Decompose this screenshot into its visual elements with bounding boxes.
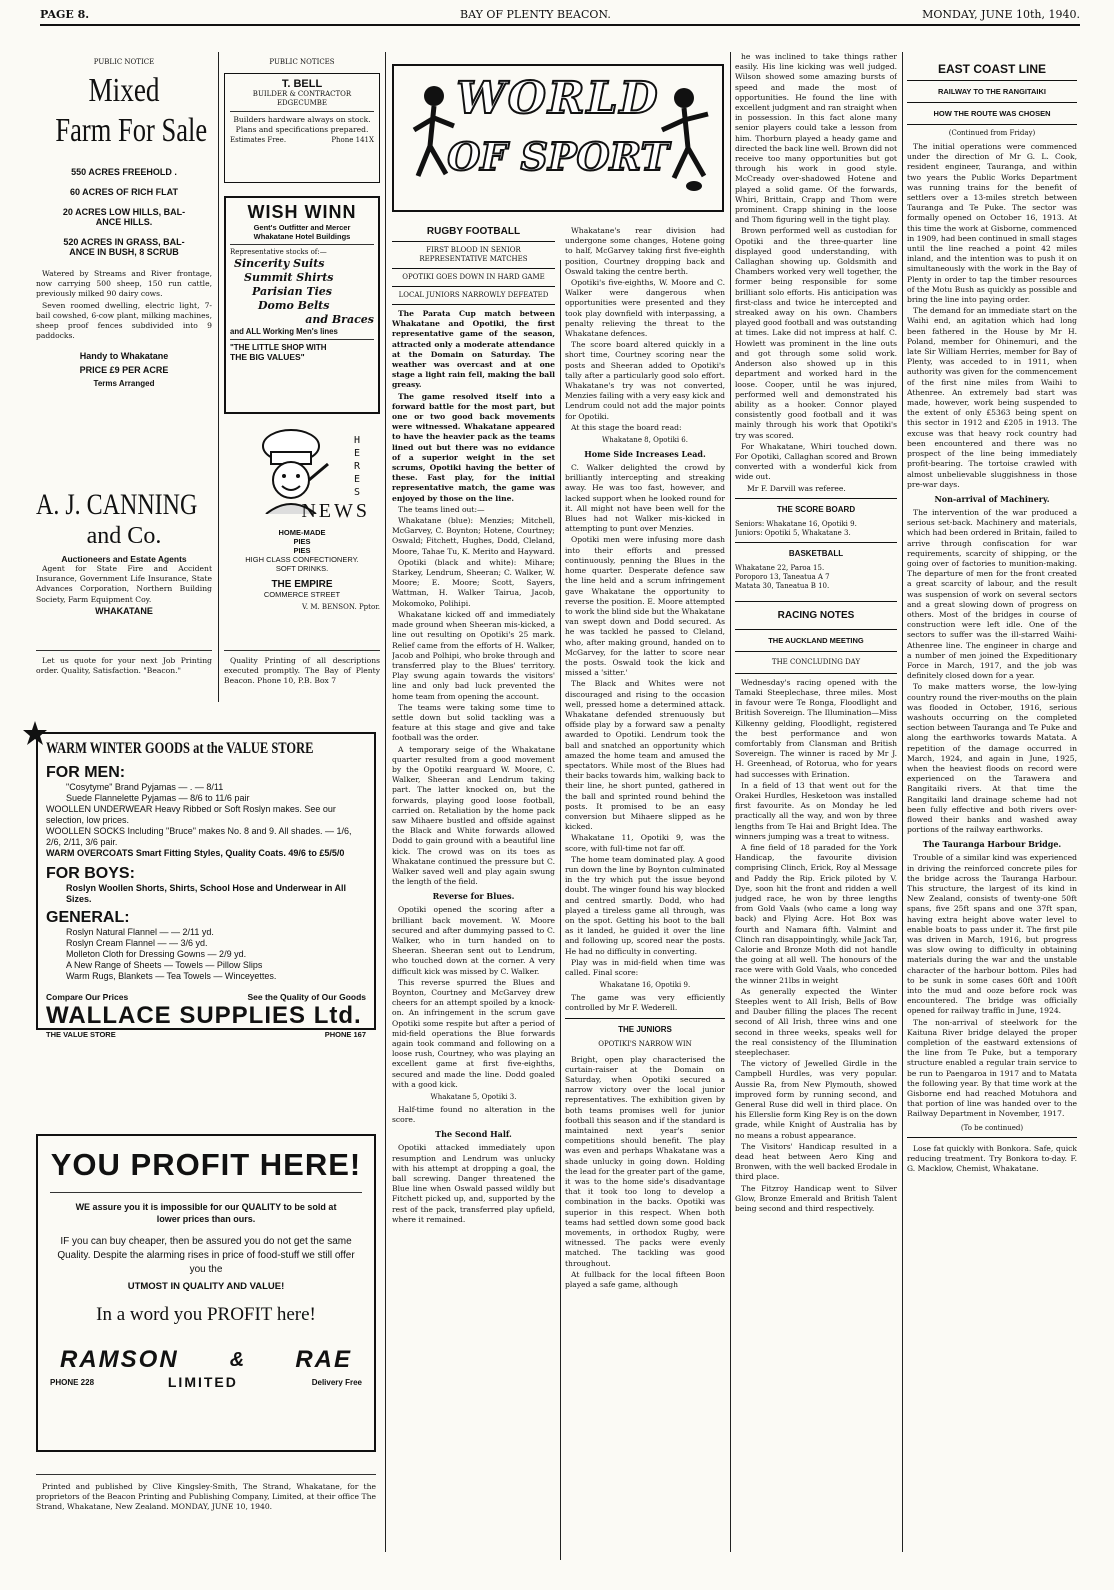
bell-phone: Phone 141X [331,136,374,145]
rugby-p8: A temporary seige of the Whakatane quarter resulted from a good movement by the Opotiki rearguard W. Moore, C. Walker, Sheeran and Lendrum taking part. The latter knocked on, but the forwards, playing good loose football, carried on. Retaliation by the home pack saw Mihaere bustled and offside against the Black and White forwards allowed Dodd to gain ground with a beautiful line kick. The crowd was on its toes as Whakatane continued the pressure but C. Walker saved well and play again swung the length of the field. [392,744,555,887]
farm-acres-3b: ANCE HILLS. [95,217,153,227]
imprint: Printed and published by Clive Kingsley-Smith, The Strand, Whakatane, for the proprietors of the Beacon Printing and Publishing Company, Limited, at their office The Strand, Whakatane, New Zealand. MONDAY, JUNE 10, 1940. [36,1482,376,1512]
basketball-3: Matata 30, Taneatua B 10. [735,581,830,590]
page-number: PAGE 8. [40,8,90,21]
winn-all: and ALL Working Men's lines [230,327,338,336]
wallace-m2: Suede Flannelette Pyjamas — 8/6 to 11/6 pair [66,793,250,803]
farm-handy: Handy to Whakatane [79,351,169,362]
winn-sub1: Gent's Outfitter and Mercer [253,223,351,232]
juniors-head: THE JUNIORS [618,1024,672,1034]
wallace-boys: FOR BOYS: [46,865,135,882]
farm-acres-4: 520 ACRES IN GRASS, BAL- [63,237,185,247]
col5-p10: The Visitors' Handicap resulted in a dead heat between Aero King and Bronwen, with the well backed Erodale in third place. [735,1141,897,1182]
winn-big: THE BIG VALUES" [230,352,305,362]
canning-ad [36,488,212,638]
col4-p8: Whakatane 11, Opotiki 9, was the score, with full-time not far off. [565,833,725,853]
col5-p4: Mr F. Darvill was referee. [747,483,846,493]
ramson-limited: LIMITED [167,1374,238,1390]
rugby-p5: Opotiki (black and white): Mihare; Starkey, Lendrum, Sheeran; C. Walker, W. Moore; E. Moore; Scott, Sayers, Wattman, H. Walker Tairua, Jacob, Mokomoko, Polihipi. [392,557,555,608]
winn-name: WISH WINN [247,202,357,222]
winn-little: "THE LITTLE SHOP WITH [230,343,327,352]
public-notices-label: PUBLIC NOTICES [269,58,335,66]
col4-score-3: Whakatane 16, Opotiki 9. [599,981,691,990]
wallace-m4: WOOLLEN SOCKS Including "Bruce" makes No. 8 and 9. All shades. — 1/6, 2/6, 2/11, 3/6 pair. [46,826,352,847]
rugby-p1: The Parata Cup match between Whakatane and Opotiki, the first representative game of the season, attracted only a moderate attendance at the Domain on Saturday. The weather was overcast and at one stage a light rain fell, making the ball greasy. [392,309,555,390]
ecl-cont: (Continued from Friday) [948,129,1036,137]
quote-ad: Let us quote for your next Job Printing order. Quality, Satisfaction. "Beacon." [36,656,212,676]
bonkora-ad: Lose fat quickly with Bonkora. Safe, quick reducing treatment. Try Bonkora to-day. F. G. Macklow, Chemist, Whakatane. [907,1143,1077,1174]
farm-acres-2: 60 ACRES OF RICH FLAT [69,187,178,197]
empire-item-1: HOME-MADE [278,528,326,537]
ramson-name2: RAE [295,1346,352,1373]
rugby-p10: This reverse spurred the Blues and Boynton, Courtney and McGarvey drew cheers for an attempt spoiled by a knock-on. An infringement in the scrum gave Opotiki some respite but after a period of mid-field operations the Blue forwards again took command and following on a loose rush, Courtney, who was playing an excellent game at first five-eighths, secured and made the line. Dodd goaled with a good kick. [392,977,555,1089]
ecl-p5: Trouble of a similar kind was experienced in driving the reinforced concrete piles for the bridge across the Tauranga Harbour. This structure, the largest of its kind in New Zealand, consists of twenty-one 50ft spans, five 25ft spans and one 37ft span, having extra height above water level to enable boats to pass under it. The first pile was driven in March, 1916, but progress was slow owing to difficulty in obtaining materials during the war and the unstable character of the harbour bottom. Piles had to be sunk in some cases 60ft and 100ft into the mud and ooze before rock was encountered. The bridge was officially opened for railway traffic in June, 1924. [907,853,1077,1016]
col4-p6: Opotiki men were infusing more dash into their efforts and pressed continuously, penning the Blues in the home quarter. Desperate defence saw the line held and a scrum infringement gave Whakatane the opportunity to reverse the position. E. Moore attempted to work the blind side but the Whakatane van swept down and Dodd secured. As he was tackled he passed to Cleland, who, after making ground, handed on to McGarvey, for the latter to score near the posts. Oswald took the kick and missed a 'sitter.' [565,535,725,678]
rugby-p2: The game resolved itself into a forward battle for the most part, but one or two good back movements were witnessed. Whakatane appeared to have the heavier pack as the teams lined out but there was no evidance of a superior weight in the set scrums, Opotiki having the better of these. Fast play, for the initial representative match, the game was enjoyed by those on the line. [392,391,555,503]
ramson-delivery: Delivery Free [311,1377,362,1387]
rugby-sub2: OPOTIKI GOES DOWN IN HARD GAME [402,273,545,281]
empire-item-2: PIES [293,537,311,546]
scoreboard-seniors: Seniors: Whakatane 16, Opotiki 9. [735,519,857,528]
ramson-ad [36,1134,376,1452]
col4-p7: The Black and Whites were not discouraged and rising to the occasion well, pressed home a determined attack. Whakatane defended strenuously but offside play by a forward saw a penalty awarded to Opotiki. Lendrum took the ball and snatched an opportunity which amazed the home team and amused the spectators. While most of the Blues had their backs towards him, walking back to their line, he short punted, gathered in the ball and sprinted round behind the posts. It promised to be an easy conversion but Mihaere slipped as he kicked. [565,679,725,832]
wallace-m1: "Cosytyme" Brand Pyjamas — . — 8/11 [66,782,224,792]
rugby-p11: Half-time found no alteration in the score. [392,1105,555,1125]
racing-head: RACING NOTES [777,609,855,621]
empire-item-5: SOFT DRINKS. [275,564,329,573]
sport-col5 [735,52,897,1582]
farm-price: PRICE £9 PER ACRE [79,365,169,376]
farm-heading-2: Farm For Sale [55,112,208,149]
col4-p2: Opotiki's five-eighths, W. Moore and C. Walker were dangerous when opportunities were presented and they took play downfield with interpassing, a penalty relieving the threat to the Whakatane defences. [565,278,725,339]
wallace-title: WARM WINTER GOODS at the VALUE STORE [46,740,314,757]
ecl-p6: The non-arrival of steelwork for the Kaituna River bridge delayed the proper completion of the eastward extensions of the line from Te Puke, but a temporary structure enabled a regular train service to be run to Paengaroa in 1917 and to Matata the following year. By that time work at the Gisborne end had reached Motuhora and that portion of line was handed over to the Railway Department in November, 1917. [907,1017,1077,1119]
bell-line1: BUILDER & CONTRACTOR [252,90,352,98]
bell-est: Estimates Free. [230,136,287,145]
empire-name: THE EMPIRE [271,579,333,590]
empire-prop: V. M. BENSON. Pptor. [302,603,380,611]
rugby-p6: Whakatane kicked off and immediately made ground when Sheeran mis-kicked, a line out resulting on Opotiki's 25 mark. Relief came from the efforts of H. Walker, Jacob and Polhipi, who broke through and transferred play to the Blues' territory. Play swung again towards the visitors' line and only bad luck prevented the home team from opening the account. [392,609,555,701]
ramson-word: In a word you PROFIT here! [96,1304,316,1325]
winn-item-2: Summit Shirts [244,271,334,284]
ecl-sub1: RAILWAY TO THE RANGITAIKI [937,87,1047,96]
public-notice-label: PUBLIC NOTICE [93,58,155,66]
ecl-sub2: HOW THE ROUTE WAS CHOSEN [933,109,1051,118]
world-of-sport-banner [392,64,724,212]
rugby-p3: The teams lined out:— [398,504,485,514]
rugby-p12: Opotiki attacked immediately upon resumption and Lendrum was unlucky with his attempt at dropping a goal, the ball screwing. Danger threatened the Blue line when Oswald passed wildly but Fitchett picked up, and, supported by the rest of the pack, transferred play upfield, where it remained. [392,1143,555,1224]
winn-rep: Representative stocks of:— [230,248,327,256]
winn-item-4: Domo Belts [258,299,330,312]
ramson-assure: WE assure you it is impossible for our QUALITY to be sold at lower prices than ours. [75,1202,337,1224]
wallace-phone: PHONE 167 [324,1030,366,1039]
empire-item-4: HIGH CLASS CONFECTIONERY. [245,555,359,564]
bell-text: Builders hardware always on stock. Plans and specifications prepared. [233,115,371,135]
col4-p5: C. Walker delighted the crowd by brilliantly intercepting and streaking away. He was too fast, however, and lacked support when he looked round for it. All might not have been well for the Blues had not Walker mis-kicked in attempting to punt over Menzies. [565,463,725,534]
wallace-ad [36,732,376,1039]
col4-p10: Play was in mid-field when time was called. Final score: [565,957,725,978]
farm-heading-1: Mixed [88,72,160,109]
col4-p1: Whakatane's rear division had undergone some changes, Hotene going to half, McGarvey taking first five-eighth position, Courtney dropping back and Oswald taking the centre berth. [565,226,725,276]
farm-acres-1: 550 ACRES FREEHOLD . [71,167,177,177]
ramson-amp: & [229,1348,245,1371]
empire-ad [224,424,380,644]
wallace-store: THE VALUE STORE [46,1030,116,1039]
page-header [40,6,1080,26]
wallace-general: GENERAL: [46,909,130,926]
wallace-compare: Compare Our Prices [46,992,129,1002]
canning-sub: Auctioneers and Estate Agents [61,554,187,564]
ramson-name1: RAMSON [60,1346,179,1373]
news-text: NEWS [301,500,370,522]
sport-word-2: OF SPORT [447,134,669,179]
winn-ad [224,196,380,414]
canning-name: A. J. CANNING [36,488,198,521]
paper-name: BAY OF PLENTY BEACON. [460,8,611,21]
heres-vertical: HERES [354,435,361,498]
ecl-p2: The demand for an immediate start on the Waihi end, an agitation which had long been fathered in the House by Mr H. Poland, member for Ohinemuri, and the late Sir William Herries, member for Bay of Plenty, was acceded to in 1911, when authority was given for the commencement of the first nine miles from Waihi to Athenree. An extremely bad start was made, however, work being suspended to the extent of only £5363 being spent on this sector in 1912 and £205 in 1913. The excuse was that heavy rock country had been encountered and there was no prospect of the line being immediately profit-bearing. The tortoise crawled with almost unbelievable sluggishness in those pre-war days. [907,306,1077,489]
col4-p9: The home team dominated play. A good run down the line by Boynton culminated in the try which put the issue beyond doubt. The winger found his way blocked and centred smartly. Dodd, who had played a tireless game all through, was on the spot. Getting his boot to the ball as it landed, he guided it over the line and following up, scored near the posts. He had no difficulty in converting. [565,854,725,956]
rugby-p9: Opotiki opened the scoring after a brilliant back movement. W. Moore secured and after dummying passed to C. Walker, who in turn handed on to Sheeran. Sheeran sent out to Lendrum, who touched down at the corner. A very difficult kick was missed by C. Walker. [392,905,555,976]
col4-p11: The game was very efficiently controlled by Mr F. Wederell. [565,993,725,1013]
bell-name: T. BELL [281,78,323,90]
issue-date: MONDAY, JUNE 10th, 1940. [922,8,1080,21]
rugby-second-half: The Second Half. [435,1129,512,1140]
winn-item-5: and Braces [305,313,374,326]
canning-town: WHAKATANE [95,605,153,616]
col5-p5: Wednesday's racing opened with the Tamaki Steeplechase, three miles. Most in favour were Te Ronga, Floodlight and British Sovereign. The Illumination—Miss Kilkenny gelding, Floodlight, registered the best performance and won comfortably from Clansman and British Sovereign. The winner is raced by Mr J. H. Greenhead, of Rotorua, who for years had successes with Erination. [735,677,897,779]
col5-p9: The victory of Jewelled Girdle in the Campbell Hurdles, was very popular. Aussie Ra, from New Plymouth, showed improved form by running second, and General Ruse did well in third place. On his Ellerslie form King Rey is on the down grade, while Knight of Australia has by no means a robust appearance. [735,1059,897,1140]
racing-sub2: THE CONCLUDING DAY [771,657,861,666]
rugby-p4: Whakatane (blue): Menzies; Mitchell, McGarvey, C. Boynton; Hotene, Courtney; Oswald; Fitchett, Hughes, Dodd, Cleland, Moore, Tahae Tu, K. Merito and Hayward. [392,516,555,556]
farm-desc-2: Seven roomed dwelling, electric light, 7-bail cowshed, 6-cow plant, milking machines, sheep proof fences subdivided into 9 paddocks. [36,300,212,341]
wallace-m5: WARM OVERCOATS Smart Fitting Styles, Quality Coats. 49/6 to £5/5/0 [46,848,345,858]
ecl-head: EAST COAST LINE [937,62,1046,76]
wallace-g5: Warm Rugs, Blankets — Tea Towels — Winceyettes. [66,971,277,981]
east-coast-line-article [907,56,1077,1582]
wallace-m3: WOOLLEN UNDERWEAR Heavy Ribbed or Soft Roslyn makes. See our selection, low prices. [46,804,336,825]
scoreboard-head: THE SCORE BOARD [776,504,856,514]
farm-sale-ad [36,58,212,478]
ecl-p4: To make matters worse, the low-lying country round the river-mouths on the plain was flooded in October, 1916, serious washouts occurring on the completed section between Tauranga and Te Puke and along the earthworks towards Matata. A repetition of the damage occurred in March, 1924, and again in June, 1925, when the heaviest floods on record were experienced on the Tarawera and Rangitaiki rivers. At that time the Rangitaiki land drainage scheme had not been fully effective and both rivers over-flowed their banks and washed away portions of the railway earthworks. [907,682,1077,835]
wallace-quality: See the Quality of Our Goods [247,992,366,1002]
canning-co: and Co. [86,523,162,549]
empire-street: COMMERCE STREET [263,590,341,599]
canning-text: Agent for State Fire and Accident Insurance, Government Life Insurance, State Advances Corporation, Northern Building Society, Farm Equipment Coy. [36,564,212,604]
bell-line2: EDGECUMBE [276,99,328,107]
col5-p1: he was inclined to take things rather easily. His line kicking was well judged. Wilson showed some amazing bursts of speed and made the most of opportunities. He found the line with excellent judgment and ran straight when in possession. In this fact alone many senior players could take a lesson from him. Thorburn played a heady game and directed the back line well. Brown did not receive too many opportunities but got through his work in good style. McCready over-shadowed Hotene and played a solid game. Of the forwards, Whiri, Brittain, Crapp and Thom were prominent. Crapp shining in the loose and Thom figuring well in the tight play. [735,52,897,225]
col5-p2: Brown performed well as custodian for Opotiki and the three-quarter line displayed good understanding, with Callaghan showing up. Goldsmith and Chambers worked very well together, the former being responsible for some brilliant solo efforts. His anticipation was first-class and twice he intercepted and streaked away on his own. Chambers played good football and was outstanding at times. Lake did not impress at half. C. Howlett was prominent in the line outs and got through some solid work. Anderson also showed up in this department and worked hard in the loose. Cooper, until he was injured, performed well and demonstrated his ability as a hooker. Connor played consistently good football and it was mainly through his work that Opotiki's try was scored. [735,226,897,440]
scoreboard-juniors: Juniors: Opotiki 5, Whakatane 3. [735,528,851,537]
juniors-sub: OPOTIKI'S NARROW WIN [598,1039,692,1048]
col4-home-side: Home Side Increases Lead. [584,449,706,460]
ecl-to-be-continued: (To be continued) [960,1123,1024,1132]
rugby-head: RUGBY FOOTBALL [426,226,521,237]
farm-terms: Terms Arranged [93,379,155,389]
wallace-name: WALLACE SUPPLIES Ltd. [46,1002,362,1029]
wallace-g2: Roslyn Cream Flannel — — 3/6 yd. [66,938,208,948]
col5-p8: As generally expected the Winter Steeples went to All Irish, Bells of Bow and Dauber filling the places The recent second of All Irish, three wins and one second in three weeks, speaks well for the real consistency of the Illumination steeplechaser. [735,986,897,1058]
winn-item-3: Parisian Ties [252,285,332,298]
farm-acres-3: 20 ACRES LOW HILLS, BAL- [62,207,186,217]
wallace-g1: Roslyn Natural Flannel — — 2/11 yd. [66,927,214,937]
rugby-article [392,226,555,1576]
ecl-p1: The initial operations were commenced under the direction of Mr G. L. Cook, resident engineer, Tauranga, and within two years the Public Works Department was running trains for the benefit of settlers over a 13-miles stretch between Tauranga and Te Puke. The sector was formally opened on October 16, 1913. At this time the work at Gisborne, commenced in 1909, had been continued in small stages until the line reached a point 42 miles inland, and the intention was to push it on simultaneously with the work in the Bay of Plenty in order to tap the timber resources of the Motu Bush as quickly as possible and bring the line into paying order. [907,142,1077,305]
basketball-2: Poroporo 13, Taneatua A 7 [735,572,830,581]
col5-p11: The Fitzroy Handicap went to Silver Glow, Bronze Emerald and British Talent being second and third respectively. [735,1183,897,1214]
rugby-article-cont [565,226,725,1576]
col4-p3: The score board altered quickly in a short time, Courtney scoring near the posts and Sheeran added to Opotiki's tally after a particularly good solo effort. Whakatane's try was not converted, Menzies failing with a very easy kick and Lendrum could not add the major points for Opotiki. [565,340,725,421]
bell-ad [224,58,380,188]
ecl-machinery: Non-arrival of Machinery. [934,493,1050,504]
winn-item-1: Sincerity Suits [234,257,325,270]
printing-ad: Quality Printing of all descriptions executed promptly. The Bay of Plenty Beacon. Phone 10, P.B. Box 7 [224,656,380,686]
col5-p6: In a field of 13 that went out for the Orakei Hurdles, Hesketoon was installed first favourite. As on Monday he led practically all the way, and won by three lengths from Te Hai and Bright Idea. The winners jumping was a treat to witness. [735,780,897,841]
col4-p12: Bright, open play characterised the curtain-raiser at the Domain on Saturday, when Opotiki secured a narrow victory over the local junior representatives. The exhibition given by both teams promises well for junior football this season and if the standard is maintained next year's senior competitions should benefit. The play was even and perhaps Whakatane was a shade unlucky in going down. Holding the lead for the greater part of the game, it was to the home side's disadvantage that it took too long to develop a combination in the backs. Opotiki was superior in this respect. When both teams had settled down some good back movements, in orthodox Rugby, were witnessed. The packs were evenly matched. The tackling was good throughout. [565,1054,725,1268]
wallace-g4: A New Range of Sheets — Towels — Pillow Slips [66,960,263,970]
farm-desc-1: Watered by Streams and River frontage, now carrying 500 sheep, 150 run cattle, previously milked 90 dairy cows. [36,269,212,299]
col4-score-2: Whakatane 8, Opotiki 6. [602,436,688,445]
col5-p3: For Whakatane, Whiri touched down. For Opotiki, Callaghan scored and Brown converted with a wonderful kick from wide out. [735,441,897,482]
wallace-b1: Roslyn Woollen Shorts, Shirts, School Hose and Underwear in All Sizes. [66,883,347,904]
sport-word-1: WORLD [456,73,660,124]
rugby-reverse-head: Reverse for Blues. [432,891,515,902]
col5-p7: A fine field of 18 paraded for the York Handicap, the favourite division comprising Clinch, Erick, Roy al Message and Paddy the Rip. Erick piloted by V. Dye, soon hit the front and ridden a well judged race, he won by three lengths from Gold Vaals (who came a long way back) and Flying Acre. Hot Box was fourth and Namara fifth. Valmint and Clinch ran disappointingly, while Jack Tar, Calorie and Bronze Moth did not handle the going at all well. The honours of the race were with Gold Vaals, who conceded the winner 21lbs in weight [735,842,897,985]
farm-acres-4b: ANCE IN BUSH, 8 SCRUB [69,247,179,257]
basketball-head: BASKETBALL [788,548,844,558]
ramson-phone: PHONE 228 [50,1377,95,1387]
ramson-body: IF you can buy cheaper, then be assured you do not get the same Quality. Despite the alarming rises in price of food-stuff we still offer you the [57,1236,355,1275]
col4-p13: At fullback for the local fifteen Boon played a safe game, although [565,1269,725,1290]
winn-sub2: Whakatane Hotel Buildings [253,232,351,241]
ecl-harbour-bridge: The Tauranga Harbour Bridge. [922,839,1062,850]
rugby-sub3: LOCAL JUNIORS NARROWLY DEFEATED [398,291,549,299]
empire-item-3: PIES [293,546,311,555]
ramson-head: YOU PROFIT HERE! [50,1147,362,1182]
wallace-g3: Molleton Cloth for Dressing Gowns — 2/9 yd. [66,949,247,959]
col4-p4: At this stage the board read: [571,422,682,432]
basketball-1: Whakatane 22, Paroa 15. [735,563,825,572]
rugby-score-1: Whakatane 5, Opotiki 3. [430,1093,517,1102]
ecl-p3: The intervention of the war produced a serious set-back. Machinery and materials, which had been ordered in Britain, failed to arrive through confiscation for war requirements, scarcity of shipping, or the going over of factories to munition-making. The departure of men for the front created a great scarcity of labour, and the result was suspension of work on several sectors and a great slowing down of progress on others. Most of the bridges in course of construction were left idle. One of the sectors to suffer was the ill-starred Waihi-Athenree line. The engineer in charge and a number of men joined the Expeditionary Force in March, 1917, and the job was definitely closed down for a year. [907,507,1077,681]
ramson-utmost: UTMOST IN QUALITY AND VALUE! [127,1281,285,1292]
racing-sub1: THE AUCKLAND MEETING [768,635,864,645]
rugby-sub1: FIRST BLOOD IN SENIOR REPRESENTATIVE MATCHES [419,246,528,263]
wallace-men: FOR MEN: [46,764,126,781]
rugby-p7: The teams were taking some time to settle down but solid tackling was a feature at this stage and give and take football was the order. [392,702,555,743]
